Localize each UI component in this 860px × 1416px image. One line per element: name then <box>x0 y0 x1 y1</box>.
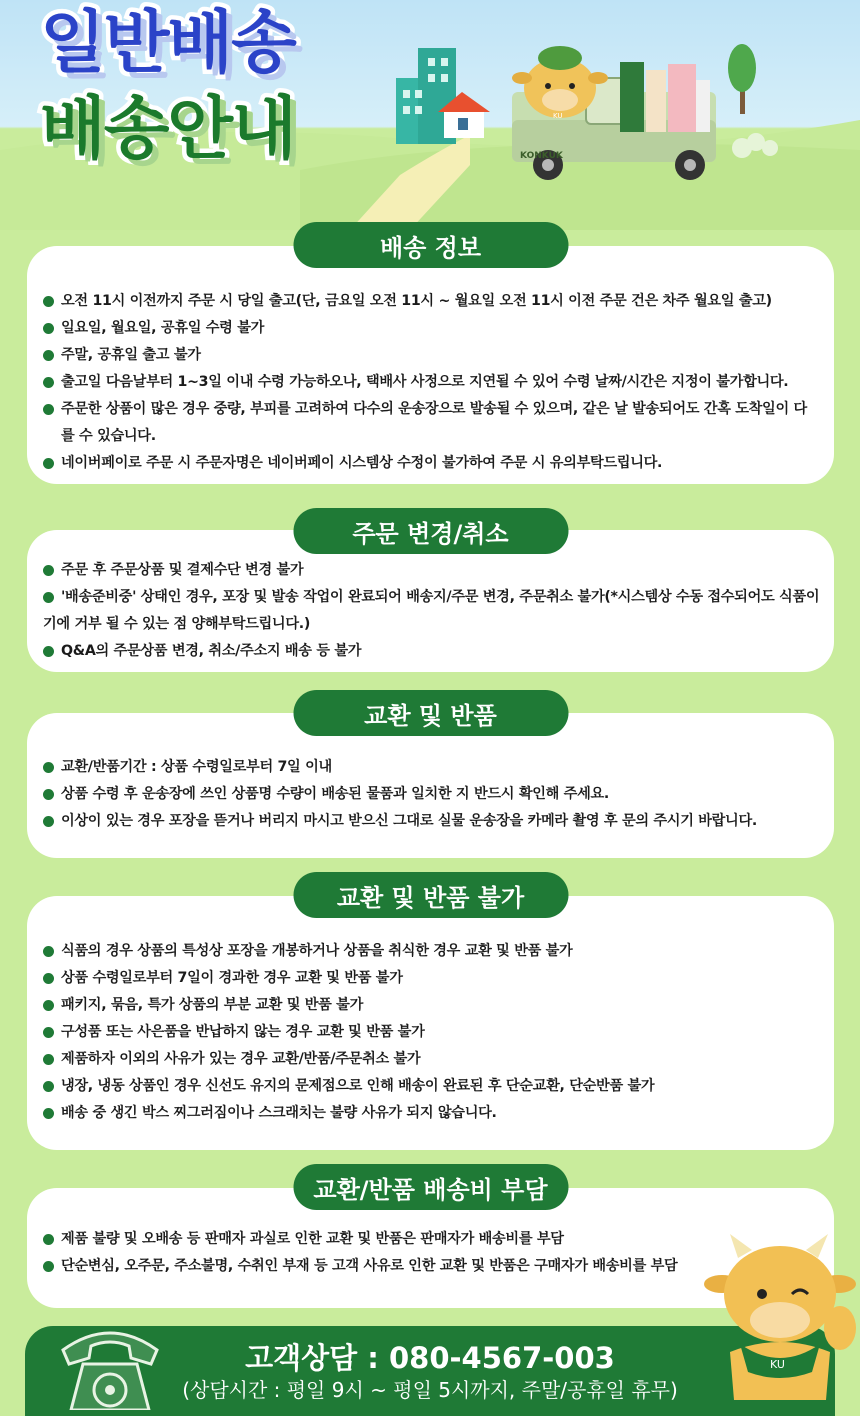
list-item: 주말, 공휴일 출고 불가 <box>43 342 820 369</box>
list-item: 교환/반품기간 : 상품 수령일로부터 7일 이내 <box>43 754 820 781</box>
list-item: Q&A의 주문상품 변경, 취소/주소지 배송 등 불가 <box>43 638 820 665</box>
list-item: 배송 중 생긴 박스 찌그러짐이나 스크래치는 불량 사유가 되지 않습니다. <box>43 1100 820 1127</box>
mascot-label: KU <box>553 112 563 120</box>
list-item: 냉장, 냉동 상품인 경우 신선도 유지의 문제점으로 인해 배송이 완료된 후 단순교환, 단순반품 불가 <box>43 1073 820 1100</box>
list-item: '배송준비중' 상태인 경우, 포장 및 발송 작업이 완료되어 배송지/주문 변경, 주문취소 불가(*시스템상 수동 접수되어도 식품이기에 거부 될 수 있는 점 양해부탁드립니다.) <box>43 589 820 632</box>
list-item: 주문한 상품이 많은 경우 중량, 부피를 고려하여 다수의 운송장으로 발송될 수 있으며, 같은 날 발송되어도 간혹 도착일이 다를 수 있습니다. <box>43 396 820 450</box>
list-item: 이상이 있는 경우 포장을 뜯거나 버리지 마시고 받으신 그대로 실물 운송장을 카메라 촬영 후 문의 주시기 바랍니다. <box>43 808 820 835</box>
contact-number: 고객상담 : 080-4567-003 <box>245 1341 615 1375</box>
bullet-icon <box>43 404 54 415</box>
bullet-icon <box>43 592 54 603</box>
bullet-icon <box>43 762 54 773</box>
bullet-icon <box>43 458 54 469</box>
bullet-icon <box>43 973 54 984</box>
bullet-icon <box>43 1000 54 1011</box>
list-item: 오전 11시 이전까지 주문 시 당일 출고(단, 금요일 오전 11시 ~ 월요일 오전 11시 이전 주문 건은 차주 월요일 출고) <box>43 288 820 315</box>
info-list <box>43 1226 694 1280</box>
bullet-icon <box>43 789 54 800</box>
list-item: 구성품 또는 사은품을 반납하지 않는 경우 교환 및 반품 불가 <box>43 1019 820 1046</box>
bullet-icon <box>43 1054 54 1065</box>
bullet-icon <box>43 816 54 827</box>
bullet-icon <box>43 1261 54 1272</box>
contact-hours: (상담시간 : 평일 9시 ~ 평일 5시까지, 주말/공휴일 휴무) <box>182 1378 678 1402</box>
bullet-icon <box>43 1081 54 1092</box>
hero-banner <box>0 0 860 230</box>
bullet-icon <box>43 1027 54 1038</box>
bullet-icon <box>43 1234 54 1245</box>
list-item: 네이버페이로 주문 시 주문자명은 네이버페이 시스템상 수정이 불가하여 주문 시 유의부탁드립니다. <box>43 450 820 477</box>
section-title: 교환 및 반품 불가 <box>293 872 568 918</box>
list-item: 일요일, 월요일, 공휴일 수령 불가 <box>43 315 820 342</box>
info-list <box>43 557 820 665</box>
list-item: 주문 후 주문상품 및 결제수단 변경 불가 <box>43 557 820 584</box>
list-item: 제품하자 이외의 사유가 있는 경우 교환/반품/주문취소 불가 <box>43 1046 820 1073</box>
bullet-icon <box>43 296 54 307</box>
bullet-icon <box>43 646 54 657</box>
bullet-icon <box>43 565 54 576</box>
tree-icon <box>728 44 756 114</box>
list-item: 상품 수령 후 운송장에 쓰인 상품명 수량이 배송된 물품과 일치한 지 반드시 확인해 주세요. <box>43 781 820 808</box>
info-list <box>43 288 820 477</box>
list-item: 출고일 다음날부터 1~3일 이내 수령 가능하오나, 택배사 사정으로 지연될 수 있어 수령 날짜/시간은 지정이 불가합니다. <box>43 369 820 396</box>
list-item: 식품의 경우 상품의 특성상 포장을 개봉하거나 상품을 취식한 경우 교환 및 반품 불가 <box>43 938 820 965</box>
mascot-scarf-label: KU <box>770 1358 785 1371</box>
bullet-icon <box>43 323 54 334</box>
truck-label: KONKUK <box>520 151 563 161</box>
list-item: 단순변심, 오주문, 주소불명, 수취인 부재 등 고객 사유로 인한 교환 및 반품은 구매자가 배송비를 부담 <box>43 1253 694 1280</box>
mascot-cow-waving-icon <box>700 1232 860 1400</box>
page-title-line2: 배송안내 <box>40 90 295 169</box>
info-list <box>43 754 820 835</box>
section-title: 교환 및 반품 <box>293 690 568 736</box>
list-item: 패키지, 묶음, 특가 상품의 부분 교환 및 반품 불가 <box>43 992 820 1019</box>
page-title-line1: 일반배송 <box>40 4 295 83</box>
bullet-icon <box>43 946 54 957</box>
bullet-icon <box>43 1108 54 1119</box>
list-item: 제품 불량 및 오배송 등 판매자 과실로 인한 교환 및 반품은 판매자가 배송비를 부담 <box>43 1226 694 1253</box>
section-title: 교환/반품 배송비 부담 <box>293 1164 568 1210</box>
list-item: 상품 수령일로부터 7일이 경과한 경우 교환 및 반품 불가 <box>43 965 820 992</box>
section-title: 주문 변경/취소 <box>293 508 568 554</box>
info-list <box>43 938 820 1127</box>
bullet-icon <box>43 377 54 388</box>
bullet-icon <box>43 350 54 361</box>
section-title: 배송 정보 <box>293 222 568 268</box>
